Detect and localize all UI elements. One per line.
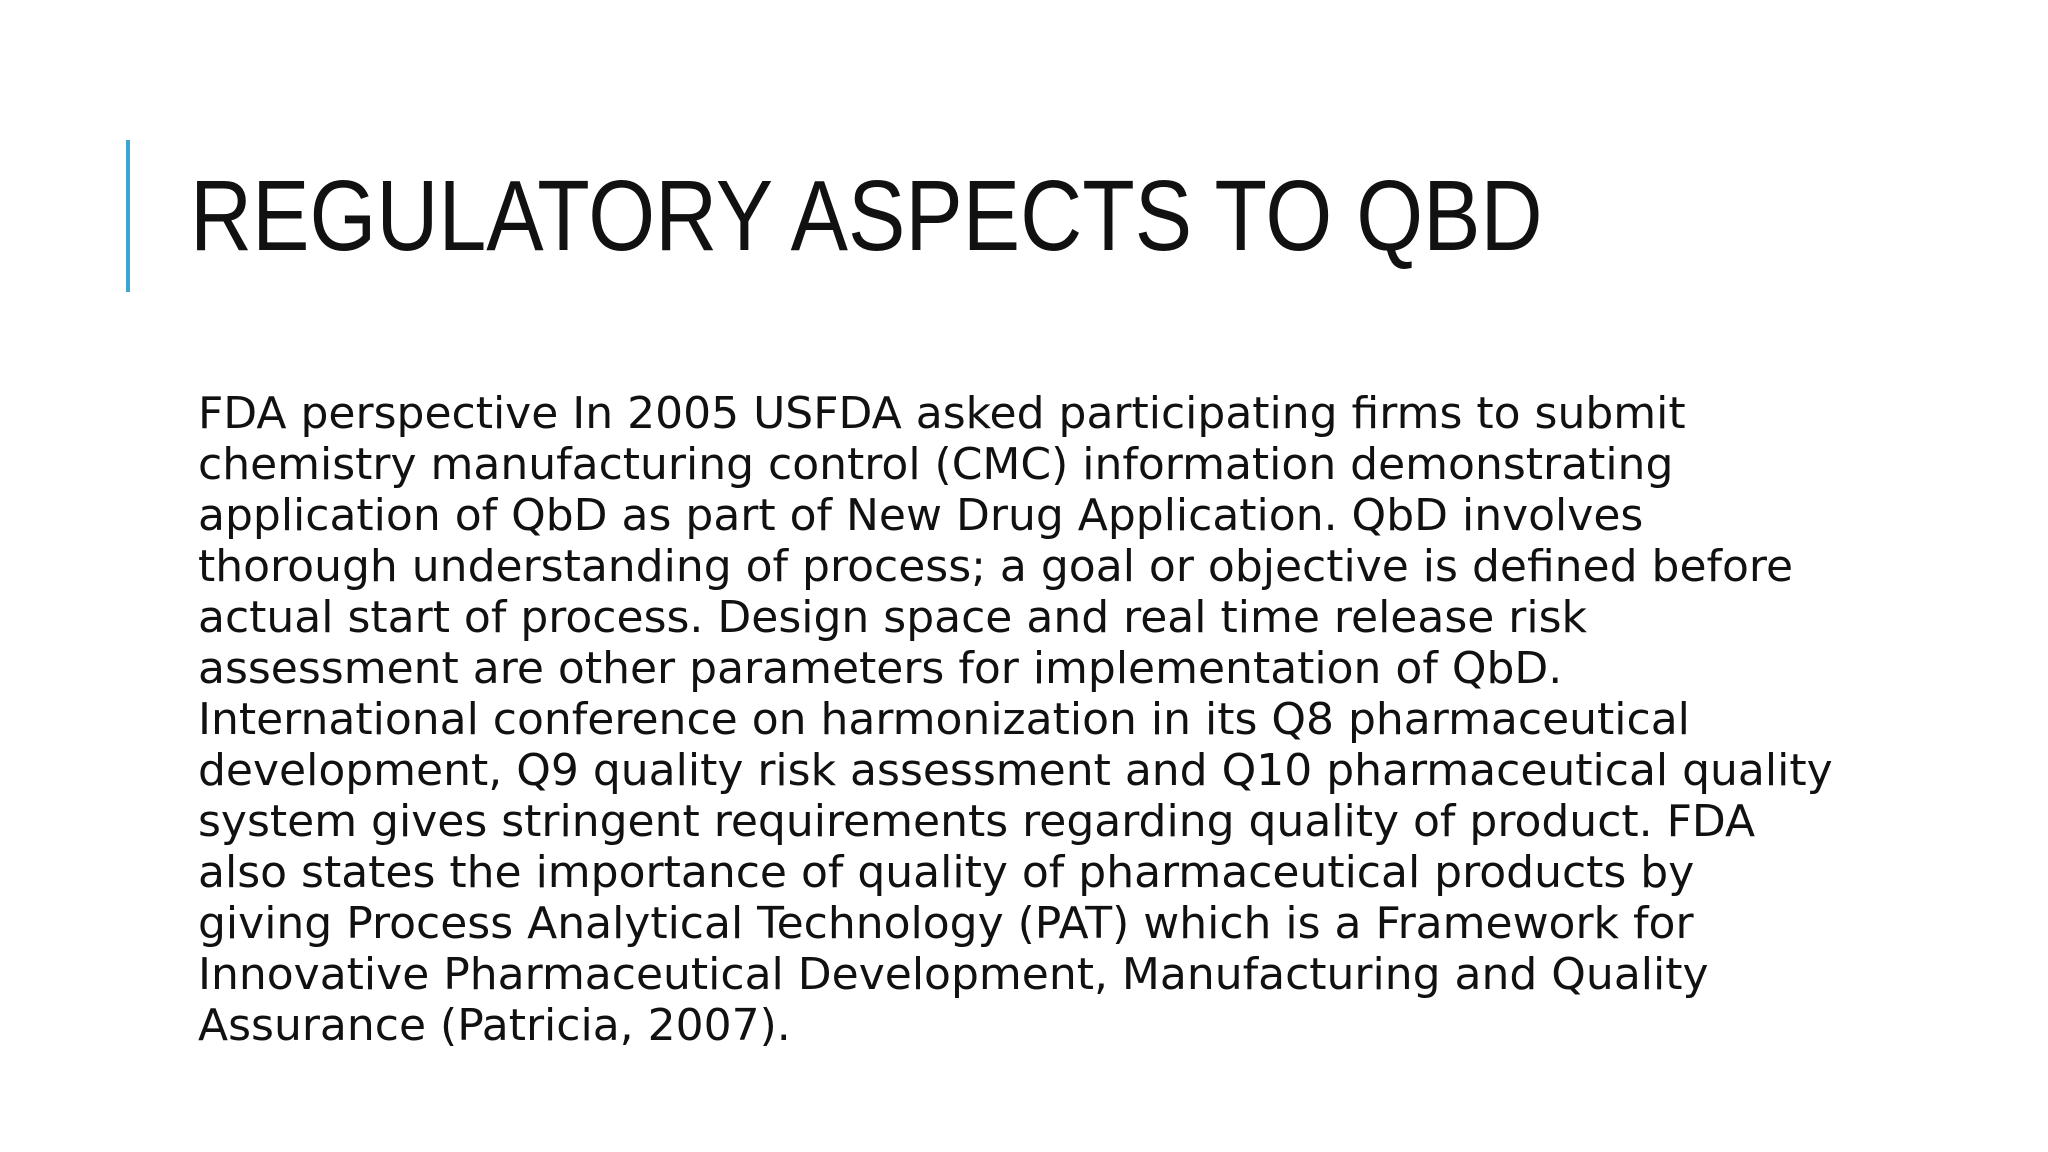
slide-body-text: FDA perspective In 2005 USFDA asked participating firms to submit chemistry manufacturing control (CMC) information demonstrating application of QbD as part of New Drug Application. QbD involves thorough understanding of process; a goal or objective is defined before actual start of process. Design space and real time release risk assessment are other parameters for implementation of QbD. International conference on harmonization in its Q8 pharmaceutical development, Q9 quality risk assessment and Q10 pharmaceutical quality system gives stringent requirements regarding quality of product. FDA also states the importance of quality of pharmaceutical products by giving Process Analytical Technology (PAT) which is a Framework for Innovative Pharmaceutical Development, Manufacturing and Quality Assurance (Patricia, 2007). bbox=[198, 388, 1833, 1051]
title-accent-bar bbox=[126, 140, 130, 292]
slide-title: REGULATORY ASPECTS TO QBD bbox=[190, 160, 1543, 272]
